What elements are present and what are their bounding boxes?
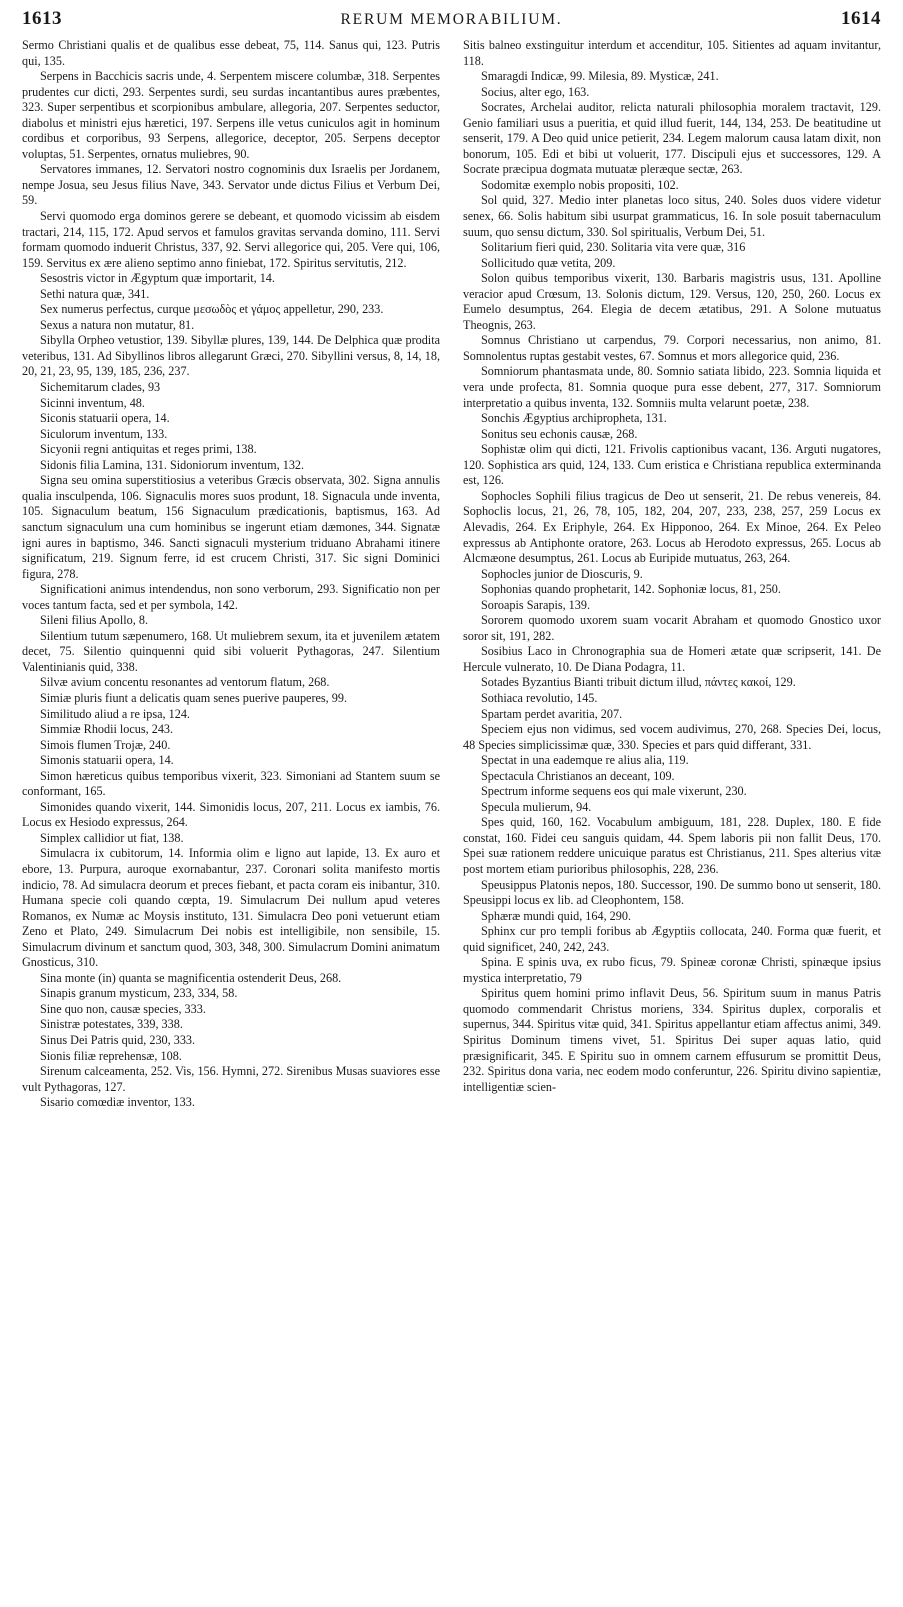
index-entry: Socius, alter ego, 163. — [481, 84, 590, 99]
index-entry: Sine quo non, causæ species, 333. — [40, 1001, 206, 1016]
index-entry: Servatores immanes, 12. Servatori nostro cognominis dux Israelis per Jordanem, nempe Josua, seu Jesus filius Nave, 343. Servator unde dictus Filius et Verbum Dei, 59. — [22, 162, 440, 208]
index-entry: Sororem quomodo uxorem suam vocarit Abraham et quomodo Gnostico uxor soror sit, 191, 282. — [463, 613, 881, 643]
index-entry: Sitis balneo exstinguitur interdum et accenditur, 105. Sitientes ad aquam invitantur, 118. — [463, 38, 881, 68]
index-entry: Somniorum phantasmata unde, 80. Somnio satiata libido, 223. Somnia liquida et vera unde profecta, 81. Somnia quoque pura esse debent, 277, 317. Somniorum interpretatio a quibus inventa, 132. Somniis multa velarunt poetæ, 238. — [463, 364, 881, 410]
index-entry: Siculorum inventum, 133. — [40, 426, 168, 441]
index-entry: Siconis statuarii opera, 14. — [40, 411, 170, 426]
index-entry: Sophocles junior de Dioscuris, 9. — [481, 566, 643, 581]
index-entry: Sermo Christiani qualis et de qualibus esse debeat, 75, 114. Sanus qui, 123. Putris qui, 135. — [22, 38, 440, 68]
index-entry: Sollicitudo quæ vetita, 209. — [481, 255, 616, 270]
index-entry: Spectat in una eademque re alius alia, 119. — [481, 753, 689, 768]
left-column — [22, 38, 440, 1111]
index-entry: Spectrum informe sequens eos qui male vixerunt, 230. — [481, 784, 747, 799]
index-entry: Simois flumen Trojæ, 240. — [40, 737, 171, 752]
index-entry: Sol quid, 327. Medio inter planetas loco situs, 240. Soles duos videre videtur senex, 66. Solis habitum sibi usurpat grammaticus, 16. In sole posuit tabernaculum suum, quo sensu dictum, 330. Sol spiritualis, Verbum Dei, 51. — [463, 193, 881, 239]
index-entry: Sileni filius Apollo, 8. — [40, 613, 149, 628]
page-number-left: 1613 — [22, 8, 62, 29]
index-entry: Simmiæ Rhodii locus, 243. — [40, 722, 174, 737]
index-entry: Socrates, Archelai auditor, relicta naturali philosophia moralem tractavit, 129. Genio familiari usus a pueritia, et quid illud fuerit, 144, 134, 253. De beatitudine ut senserit, 179. A Deo quid unice petierit, 234. Legem malorum causa latam dixit, non bonorum, 105. Edi et bibi ut voluerit, 177. Discipuli ejus et successores, 129. A Socrate præcipua dogmata mutuatæ pleræque sectæ, 263. — [463, 100, 881, 177]
index-entry: Sethi natura quæ, 341. — [40, 286, 150, 301]
index-entry: Specula mulierum, 94. — [481, 799, 592, 814]
index-entry: Silvæ avium concentu resonantes ad ventorum flatum, 268. — [40, 675, 330, 690]
right-column — [463, 38, 881, 1111]
index-entry: Simon hæreticus quibus temporibus vixerit, 323. Simoniani ad Stantem suum se conformant, 165. — [22, 768, 440, 799]
index-entry: Sicinni inventum, 48. — [40, 395, 145, 410]
index-entry: Sophocles Sophili filius tragicus de Deo ut senserit, 21. De rebus venereis, 84. Sophoclis locus, 21, 26, 78, 105, 182, 204, 207, 233, 238, 257, 259 Locus ex Alevadis, 264. Ex Eriphyle, 264. Ex Hipponoo, 264. Ex Minoe, 264. Ex Peleo expressus ab Antiphonte oratore, 263. Locus ab Herodoto expressus, 265. Locus ab Alcmæone desumptus, 261. Locus ab Euripide mutuatus, 263, 264. — [463, 488, 881, 566]
index-entry: Speusippus Platonis nepos, 180. Successor, 190. De summo bono ut senserit, 180. Speusippi locus ex lib. ad Cleophontem, 158. — [463, 877, 881, 908]
index-entry: Solitarium fieri quid, 230. Solitaria vita vere quæ, 316 — [481, 240, 746, 255]
index-entry: Sophonias quando prophetarit, 142. Sophoniæ locus, 81, 250. — [481, 582, 781, 597]
index-entry: Simonis statuarii opera, 14. — [40, 753, 174, 768]
index-entry: Sonitus seu echonis causæ, 268. — [481, 426, 638, 441]
index-entry: Sinistræ potestates, 339, 338. — [40, 1017, 183, 1032]
index-entry: Smaragdi Indicæ, 99. Milesia, 89. Mysticæ, 241. — [481, 69, 719, 84]
page-number-right: 1614 — [841, 8, 881, 29]
index-entry: Sphæræ mundi quid, 164, 290. — [481, 908, 631, 923]
running-title: RERUM MEMORABILIUM. — [340, 11, 563, 28]
index-entry: Spectacula Christianos an deceant, 109. — [481, 768, 675, 783]
index-entry: Simplex callidior ut fiat, 138. — [40, 830, 184, 845]
index-columns — [22, 38, 881, 1111]
index-entry: Servi quomodo erga dominos gerere se debeant, et quomodo vicissim ab eisdem tractari, 214, 115, 172. Apud servos et famulos gravitas servanda domino, 111. Servi formam quomodo induerit Christus, 337, 92. Servi allegorice qui, 205. Vere qui, 106, 159. Servitus ex ære alieno septimo anno finiebat, 172. Spiritus servitutis, 212. — [22, 209, 440, 270]
index-entry: Sonchis Ægyptius archipropheta, 131. — [481, 411, 667, 426]
index-entry: Sidonis filia Lamina, 131. Sidoniorum inventum, 132. — [40, 457, 305, 472]
index-entry: Solon quibus temporibus vixerit, 130. Barbaris magistris usus, 131. Apolline veracior apud Crœsum, 13. Solonis dictum, 129. Versus, 120, 250, 260. Locus ex Eumelo desumptus, 264. Elegia de decem ætatibus, 291. A Solone mutuatus Theognis, 263. — [463, 271, 881, 332]
index-entry: Sotades Byzantius Bianti tribuit dictum illud, πάντες κακοί, 129. — [481, 675, 796, 690]
index-entry: Sinus Dei Patris quid, 230, 333. — [40, 1033, 196, 1047]
index-entry: Significationi animus intendendus, non sono verborum, 293. Significatio non per voces tantum facta, sed et per symbola, 142. — [22, 582, 440, 612]
index-entry: Sodomitæ exemplo nobis propositi, 102. — [481, 177, 679, 192]
index-entry: Signa seu omina superstitiosius a veteribus Græcis observata, 302. Signa annulis qualia insculpenda, 106. Signaculis mores suos produnt, 18. Signacula unde inventa, 105. Signaculum beatum, 156 Signaculum prædicationis, baptismus, 163. Ad sanctum signaculum una cum hominibus se ingerunt etiam dæmones, 344. Signatæ igni aures in baptismo, 346. Sancti signaculi mysterium triduano Abrahami itinere significatum, 219. Signum ferre, id est crucem Christi, 317. Sic signi Dominici figura, 278. — [22, 473, 440, 581]
index-entry: Sophistæ olim qui dicti, 121. Frivolis captionibus vacant, 136. Arguti nugatores, 120. Sophistica ars quid, 124, 133. Cum eristica e Christiana republica exterminanda est, 126. — [463, 442, 881, 488]
index-entry: Sphinx cur pro templi foribus ab Ægyptiis collocata, 240. Forma quæ fuerit, et quid significet, 240, 242, 243. — [463, 924, 881, 954]
index-entry: Sinapis granum mysticum, 233, 334, 58. — [40, 986, 238, 1001]
index-entry: Sexus a natura non mutatur, 81. — [40, 317, 195, 332]
index-entry: Sosibius Laco in Chronographia sua de Homeri ætate quæ scripserit, 141. De Hercule vulnerato, 10. De Diana Podagra, 11. — [463, 644, 881, 674]
index-entry: Sirenum calceamenta, 252. Vis, 156. Hymni, 272. Sirenibus Musas suaviores esse vult Pythagoras, 127. — [22, 1064, 440, 1094]
index-entry: Serpens in Bacchicis sacris unde, 4. Serpentem miscere columbæ, 318. Serpentes prudentes cur dicti, 293. Serpentes surdi, seu surdas incantantibus aures præbentes, 323. Super serpentibus et scorpionibus ambulare, allegoria, 207. Serpentes seductor, diabolus et ministri ejus hæretici, 197. Serpens ille vetus cuniculos agit in hominum cordibus et corporibus, 93 Serpens, allegorice, deceptor, 205. Serpens deceptor voluptas, 51. Serpentes, ornatus muliebres, 90. — [22, 69, 440, 161]
index-entry: Soroapis Sarapis, 139. — [481, 597, 591, 612]
index-entry: Spiritus quem homini primo inflavit Deus, 56. Spiritum suum in manus Patris quomodo commendarit Christus moriens, 334. Spiritus duplex, corporalis et supernus, 344. Spiritus vitæ quid, 341. Spiritus appellantur etiam affectus animi, 349. Spiritus Dominum timens vivet, 51. Spiritus Dei super aquas latio, quid præsignificarit, 345. E Spiritu suo in omnem carnem effusurum se promittit Deus, 232. Spiritus dona varia, nec eodem modo conferuntur, 226. Spiritu divino sapientiæ, intelligentiæ scien- — [463, 986, 881, 1094]
index-entry: Sothiaca revolutio, 145. — [481, 690, 598, 705]
index-entry: Somnus Christiano ut carpendus, 79. Corpori necessarius, non animo, 81. Somnolentus ruptas gestabit vestes, 67. Somnus et mors allegorice quid, 236. — [463, 333, 881, 363]
index-entry: Sibylla Orpheo vetustior, 139. Sibyllæ plures, 139, 144. De Delphica quæ prodita veteribus, 131. Ad Sibyllinos libros allegarunt Græci, 270. Sibyllini versus, 8, 14, 18, 20, 21, 23, 95, 139, 185, 236, 237. — [22, 333, 440, 379]
index-entry: Sicyonii regni antiquitas et reges primi, 138. — [40, 442, 257, 457]
index-entry: Simonides quando vixerit, 144. Simonidis locus, 207, 211. Locus ex iambis, 76. Locus ex Hesiodo expressus, 264. — [22, 799, 440, 830]
index-entry: Similitudo aliud a re ipsa, 124. — [40, 706, 190, 721]
index-entry: Speciem ejus non vidimus, sed vocem audivimus, 270, 268. Species Dei, locus, 48 Species simplicissimæ quæ, 330. Species et pars quid differant, 331. — [463, 722, 881, 752]
index-entry: Sisario comœdiæ inventor, 133. — [40, 1095, 195, 1110]
index-entry: Simiæ pluris fiunt a delicatis quam senes puerive pauperes, 99. — [40, 690, 347, 705]
index-entry: Spes quid, 160, 162. Vocabulum ambiguum, 181, 228. Duplex, 180. E fide constat, 160. Fidei ceu sanguis quidam, 44. Spem laboris pii non fallit Deus, 170. Spei suæ rationem reddere unicuique paratus est Christianus, 211. Spes alterius vitæ post mortem etiam purioribus philosophis, 228, 236. — [463, 815, 881, 876]
index-entry: Spartam perdet avaritia, 207. — [481, 706, 623, 721]
page-header — [22, 8, 881, 36]
index-entry: Sex numerus perfectus, curque μεσωδὸς et γάμος appelletur, 290, 233. — [40, 302, 384, 317]
index-entry: Simulacra ix cubitorum, 14. Informia olim e ligno aut lapide, 13. Ex auro et ebore, 13. Purpura, auroque exornabantur, 237. Coronari solita manifesto mortis indicio, 78. Ad simulacra deorum et preces fiebant, et pacta coram eis inibantur, 310. Humana specie coli quando cœpta, 19. Simulacrum Dei nullum apud veteres Romanos, ex Numæ ac Moysis instituto, 131. Simulacra Deo poni vetuerunt etiam Zeno et Plato, 249. Simulacrum Dei nobis est intelligibile, non sensibile, 15. Simulacrum divinum et sanctum quod, 303, 348, 300. Simulacrum Domini animatum Gnosticus, 310. — [22, 846, 440, 970]
index-entry: Spina. E spinis uva, ex rubo ficus, 79. Spineæ coronæ Christi, spinæque ipsius mystica interpretatio, 79 — [463, 955, 881, 985]
index-entry: Sesostris victor in Ægyptum quæ importarit, 14. — [40, 271, 275, 286]
index-entry: Sionis filiæ reprehensæ, 108. — [40, 1048, 182, 1063]
index-entry: Sichemitarum clades, 93 — [40, 380, 161, 395]
index-entry: Sina monte (in) quanta se magnificentia ostenderit Deus, 268. — [40, 970, 342, 985]
index-entry: Silentium tutum sæpenumero, 168. Ut muliebrem sexum, ita et juvenilem ætatem decet, 75. Silentio quinquenni quid sibi voluerit Pythagoras, 247. Silentium Valentinianis quid, 338. — [22, 628, 440, 674]
